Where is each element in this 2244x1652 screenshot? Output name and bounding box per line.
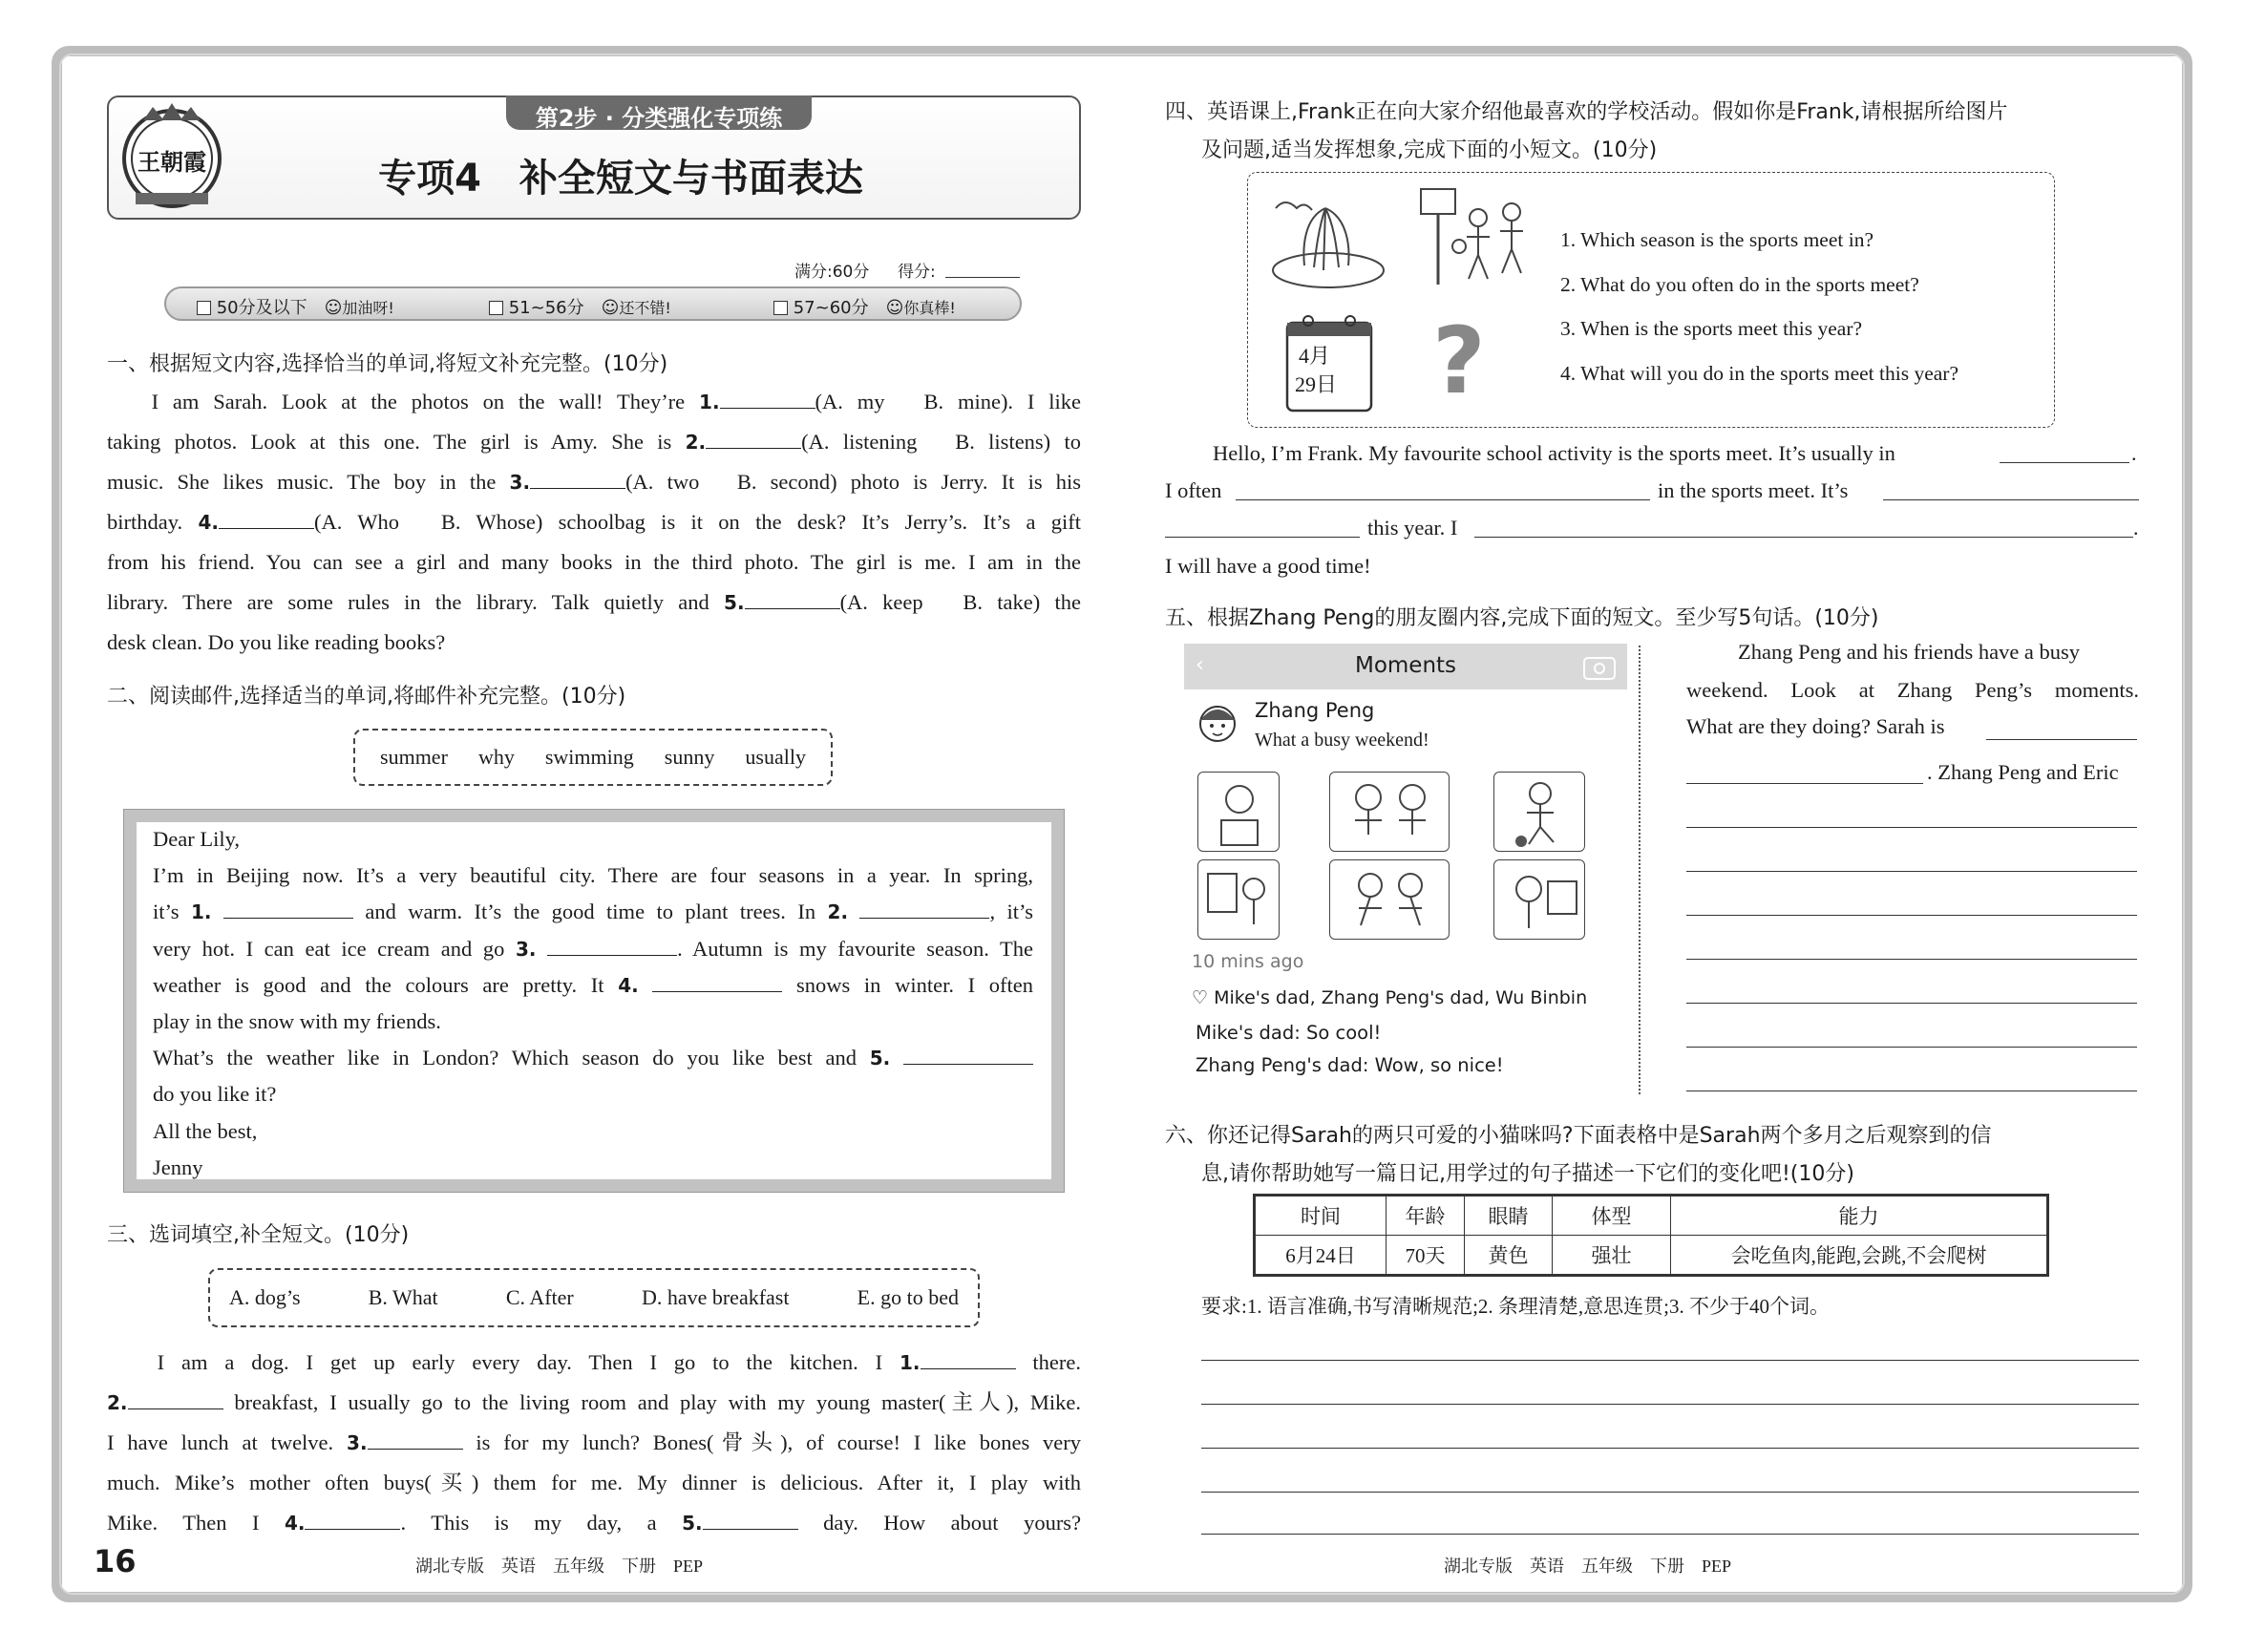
s5-text-4: . Zhang Peng and Eric	[1927, 760, 2119, 784]
passage-line: music. She likes music. The boy in the 3. (A. two B. second) photo is Jerry. It is his	[107, 470, 1081, 494]
s5-text-2: weekend. Look at Zhang Peng’s moments.	[1686, 678, 2139, 702]
option-item: E. go to bed	[857, 1285, 959, 1309]
question-item: 1. Which season is the sports meet in?	[1560, 228, 1874, 251]
letter-signature: Jenny	[153, 1154, 203, 1179]
answer-blank[interactable]	[368, 1430, 463, 1450]
answer-blank[interactable]	[921, 1350, 1016, 1369]
step-label: 第2步 · 分类强化专项练	[535, 105, 783, 132]
divider	[1639, 646, 1641, 1094]
page-number: 16	[94, 1543, 137, 1579]
table-header: 眼睛	[1465, 1196, 1553, 1236]
info-table	[1253, 1194, 2049, 1277]
question-list	[1560, 218, 1958, 395]
smile-icon: ☺	[324, 298, 343, 318]
section6-heading-2: 息,请你帮助她写一篇日记,用学过的句子描述一下它们的变化吧!(10分)	[1201, 1162, 1854, 1186]
question-item: 2. What do you often do in the sports meet?	[1560, 272, 1919, 296]
rating-item[interactable]: 50分及以下 ☺加油呀!	[197, 294, 394, 319]
s5-text-3: What are they doing? Sarah is	[1686, 714, 1945, 738]
answer-line[interactable]	[1883, 499, 2139, 500]
table-header: 时间	[1255, 1196, 1387, 1236]
score-full: 满分:60分	[794, 263, 870, 282]
answer-blank[interactable]	[652, 973, 782, 992]
option-item: D. have breakfast	[641, 1285, 790, 1309]
letter-greeting: Dear Lily,	[153, 827, 240, 851]
passage-line: taking photos. Look at this one. The girl is Amy. She is 2. (A. listening B. listens) to	[107, 430, 1082, 454]
sports-illustration	[1402, 180, 1545, 294]
willow-illustration	[1266, 180, 1390, 294]
score-get: 得分:	[898, 263, 936, 282]
answer-blank[interactable]	[859, 900, 989, 919]
word-option: usually	[745, 745, 806, 769]
rating-item[interactable]: 51~56分 ☺还不错!	[489, 294, 671, 319]
answer-blank[interactable]	[547, 937, 677, 956]
s4-text-2a: I often	[1165, 478, 1222, 502]
avatar	[1194, 697, 1241, 751]
word-bank	[353, 729, 833, 786]
answer-blank[interactable]	[219, 510, 314, 529]
table-cell: 黄色	[1465, 1236, 1553, 1276]
section4-heading-1: 四、英语课上,Frank正在向大家介绍他最喜欢的学校活动。假如你是Frank,请根据所给图片	[1165, 100, 2008, 124]
s5-text-1: Zhang Peng and his friends have a busy	[1738, 640, 2081, 664]
answer-blank[interactable]	[745, 590, 840, 609]
footer-info: 湖北专版 英语 五年级 下册 PEP	[415, 1557, 704, 1576]
passage-line: I am a dog. I get up early every day. Then I go to the kitchen. I 1. there.	[157, 1350, 1081, 1374]
answer-line[interactable]	[1474, 537, 2133, 538]
table-cell: 会吃鱼肉,能跑,会跳,不会爬树	[1671, 1236, 2048, 1276]
table-header: 年龄	[1387, 1196, 1465, 1236]
photo-thumb[interactable]	[1197, 772, 1280, 852]
page-title: 专项4 补全短文与书面表达	[378, 157, 863, 201]
answer-blank[interactable]	[903, 1046, 1033, 1065]
option-item: A. dog’s	[229, 1285, 301, 1309]
passage-line: desk clean. Do you like reading books?	[107, 630, 446, 654]
table-header: 能力	[1671, 1196, 2048, 1236]
section3-heading: 三、选词填空,补全短文。(10分)	[107, 1223, 410, 1247]
answer-blank[interactable]	[706, 430, 801, 449]
question-item: 4. What will you do in the sports meet this year?	[1560, 361, 1958, 385]
answer-line[interactable]	[1165, 537, 1360, 538]
section3-passage	[107, 1343, 1081, 1543]
passage-line: I have lunch at twelve. 3. is for my lunch? Bones(骨头), of course! I like bones very	[107, 1430, 1082, 1454]
post-comment: Mike's dad: So cool!	[1196, 1022, 1382, 1044]
post-likes: ♡ Mike's dad, Zhang Peng's dad, Wu Binbin	[1192, 987, 1588, 1008]
section1-heading: 一、根据短文内容,选择恰当的单词,将短文补充完整。(10分)	[107, 352, 668, 376]
post-time: 10 mins ago	[1192, 951, 1304, 972]
letter-body: Dear Lily, I’m in Beijing now. It’s a very beautiful city. There are four seasons in a year. In spring, it’s 1. and warm. It’s the good time to plant trees. In 2. , it’s very hot. I can eat ice cream and go 3. . Autumn is my favourite season. The weather is good and the colours are pretty. It 4. snows in winter. I often play in the snow with my friends. What’s the weather like in London? Which season do you like best and 5. do you like it? All the best, Jenny	[153, 821, 1033, 1186]
answer-blank[interactable]	[703, 1511, 798, 1530]
question-mark-icon: ?	[1432, 307, 1486, 414]
writing-line[interactable]	[1201, 1534, 2139, 1535]
s4-text-1: Hello, I’m Frank. My favourite school activity is the sports meet. It’s usually in	[1213, 441, 1895, 465]
period: .	[2133, 516, 2139, 540]
writing-line[interactable]	[1686, 1003, 2137, 1004]
photo-thumb[interactable]	[1329, 859, 1450, 940]
post-comment: Zhang Peng's dad: Wow, so nice!	[1196, 1054, 1504, 1076]
writing-line[interactable]	[1201, 1492, 2139, 1493]
passage-line: much. Mike’s mother often buys(买) them for me. My dinner is delicious. After it, I play with	[107, 1471, 1081, 1494]
answer-line[interactable]	[1986, 739, 2137, 740]
writing-line[interactable]	[1686, 827, 2137, 828]
passage-line: 2. breakfast, I usually go to the living room and play with my young master(主人), Mike.	[107, 1390, 1082, 1414]
photo-thumb[interactable]	[1197, 859, 1280, 940]
rating-item[interactable]: 57~60分 ☺你真棒!	[773, 294, 956, 319]
table-cell: 70天	[1387, 1236, 1465, 1276]
photo-thumb[interactable]	[1329, 772, 1450, 852]
letter-closing: All the best,	[153, 1118, 258, 1143]
period: .	[2131, 441, 2137, 465]
photo-grid	[1197, 772, 1585, 943]
passage-line: Mike. Then I 4. . This is my day, a 5. day. How about yours?	[107, 1511, 1082, 1535]
answer-blank[interactable]	[720, 390, 815, 409]
table-cell: 强壮	[1553, 1236, 1671, 1276]
table-cell: 6月24日	[1255, 1236, 1387, 1276]
writing-line[interactable]	[1686, 1047, 2137, 1048]
back-icon[interactable]: ‹	[1196, 653, 1204, 677]
word-option: sunny	[664, 745, 715, 769]
answer-blank[interactable]	[305, 1511, 400, 1530]
option-item: C. After	[505, 1285, 574, 1309]
passage-line: birthday. 4. (A. Who B. Whose) schoolbag is it on the desk? It’s Jerry’s. It’s a gift	[107, 510, 1082, 534]
section6-heading-1: 六、你还记得Sarah的两只可爱的小猫咪吗?下面表格中是Sarah两个多月之后观察到的信	[1165, 1124, 1992, 1148]
writing-line[interactable]	[1201, 1404, 2139, 1405]
writing-line[interactable]	[1201, 1360, 2139, 1361]
footer-info: 湖北专版 英语 五年级 下册 PEP	[1444, 1557, 1732, 1576]
answer-blank[interactable]	[128, 1390, 223, 1409]
s4-text-2b: in the sports meet. It’s	[1658, 478, 1849, 502]
moments-title: Moments	[1354, 653, 1457, 678]
passage-line: from his friend. You can see a girl and many books in the third photo. The girl is me. I am in the	[107, 550, 1081, 574]
question-item: 3. When is the sports meet this year?	[1560, 317, 1863, 340]
calendar-day: 29日	[1295, 372, 1338, 396]
smile-icon: ☺	[885, 298, 904, 318]
section5-heading: 五、根据Zhang Peng的朋友圈内容,完成下面的短文。至少写5句话。(10分)	[1165, 606, 1879, 630]
writing-line[interactable]	[1201, 1448, 2139, 1449]
checkbox-icon[interactable]	[489, 301, 503, 315]
answer-line[interactable]	[1686, 783, 1923, 784]
requirements: 要求:1. 语言准确,书写清晰规范;2. 条理清楚,意思连贯;3. 不少于40个词。	[1201, 1295, 1831, 1318]
writing-line[interactable]	[1686, 959, 2137, 960]
writing-line[interactable]	[1686, 871, 2137, 872]
score-line	[945, 277, 1020, 278]
post-author[interactable]: Zhang Peng	[1255, 699, 1375, 722]
word-option: why	[477, 745, 515, 769]
s4-text-3: this year. I	[1367, 516, 1458, 540]
section1-passage	[107, 382, 1081, 663]
post-text: What a busy weekend!	[1255, 730, 1429, 751]
answer-line[interactable]	[1236, 499, 1650, 500]
answer-blank[interactable]	[223, 900, 353, 919]
passage-line: library. There are some rules in the library. Talk quietly and 5. (A. keep B. take) the	[107, 590, 1082, 614]
photo-thumb[interactable]	[1493, 772, 1585, 852]
word-option: summer	[380, 745, 448, 769]
photo-thumb[interactable]	[1493, 859, 1585, 940]
writing-line[interactable]	[1686, 915, 2137, 916]
s4-text-4: I will have a good time!	[1165, 554, 1371, 578]
camera-icon[interactable]	[1583, 657, 1616, 680]
table-header: 体型	[1553, 1196, 1671, 1236]
option-bank	[208, 1268, 980, 1327]
checkbox-icon[interactable]	[197, 301, 211, 315]
checkbox-icon[interactable]	[773, 301, 788, 315]
section2-heading: 二、阅读邮件,选择适当的单词,将邮件补充完整。(10分)	[107, 685, 626, 709]
calendar-month: 4月	[1299, 344, 1331, 368]
section4-heading-2: 及问题,适当发挥想象,完成下面的小短文。(10分)	[1201, 138, 1658, 162]
smile-icon: ☺	[601, 298, 620, 318]
word-option: swimming	[544, 745, 634, 769]
option-item: B. What	[368, 1285, 438, 1309]
answer-line[interactable]	[2000, 462, 2129, 463]
logo-text: 王朝霞	[138, 148, 206, 176]
passage-line: I am Sarah. Look at the photos on the wall! They’re 1. (A. my B. mine). I like	[151, 390, 1081, 413]
answer-blank[interactable]	[530, 470, 625, 489]
